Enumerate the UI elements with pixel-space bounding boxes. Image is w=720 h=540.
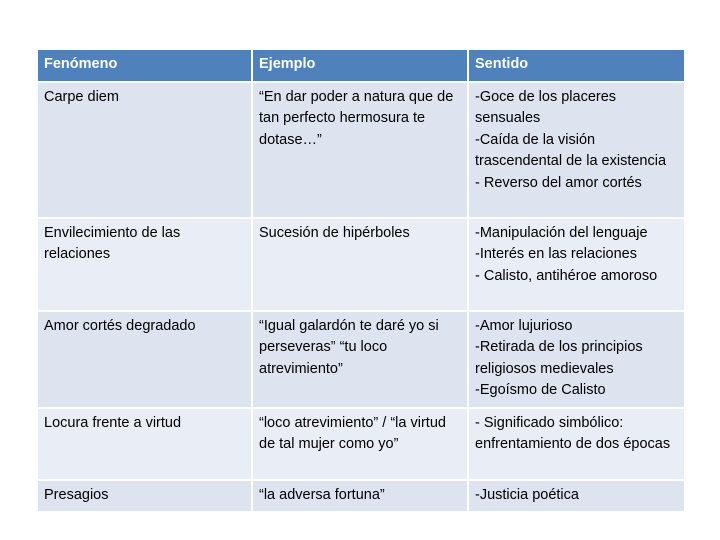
cell-fenomeno: Amor cortés degradado: [37, 311, 252, 408]
sentido-line: -Interés en las relaciones: [475, 246, 637, 262]
cell-ejemplo: “la adversa fortuna”: [252, 480, 468, 513]
sentido-line: - Calisto, antihéroe amoroso: [475, 267, 658, 284]
sentido-line: - Reverso del amor cortés: [475, 174, 642, 191]
sentido-line: -Caída de la visión trascendental de la existencia: [475, 131, 667, 169]
cell-ejemplo: “loco atrevimiento” / “la virtud de tal mujer como yo”: [252, 408, 468, 480]
sentido-line: -Egoísmo de Calisto: [475, 382, 606, 398]
table-row: [37, 82, 685, 218]
cell-fenomeno: Locura frente a virtud: [37, 408, 252, 480]
header-ejemplo: Ejemplo: [252, 49, 468, 82]
cell-sentido: [468, 82, 685, 218]
table-row: [37, 218, 685, 311]
cell-fenomeno: Envilecimiento de las relaciones: [37, 218, 252, 311]
cell-fenomeno: Carpe diem: [37, 82, 252, 218]
header-fenomeno: Fenómeno: [37, 49, 252, 82]
cell-ejemplo: “Igual galardón te daré yo si perseveras” “tu loco atrevimiento”: [252, 311, 468, 408]
cell-sentido: [468, 408, 685, 480]
sentido-line: - Significado simbólico: enfrentamiento de dos épocas: [475, 414, 671, 452]
table-row: [37, 311, 685, 408]
sentido-line: -Retirada de los principios religiosos medievales: [475, 339, 647, 377]
cell-sentido: [468, 480, 685, 513]
sentido-line: -Amor lujurioso: [475, 317, 573, 334]
content-table: [36, 48, 686, 513]
cell-ejemplo: Sucesión de hipérboles: [252, 218, 468, 311]
table-row: [37, 480, 685, 513]
sentido-line: -Justicia poética: [475, 486, 579, 503]
sentido-line: -Manipulación del lenguaje: [475, 224, 648, 241]
header-sentido: Sentido: [468, 49, 685, 82]
cell-sentido: [468, 218, 685, 311]
cell-ejemplo: “En dar poder a natura que de tan perfecto hermosura te dotase…”: [252, 82, 468, 218]
cell-fenomeno: Presagios: [37, 480, 252, 513]
header-row: [37, 49, 685, 82]
table-row: [37, 408, 685, 480]
cell-sentido: [468, 311, 685, 408]
sentido-line: -Goce de los placeres sensuales: [475, 88, 621, 126]
